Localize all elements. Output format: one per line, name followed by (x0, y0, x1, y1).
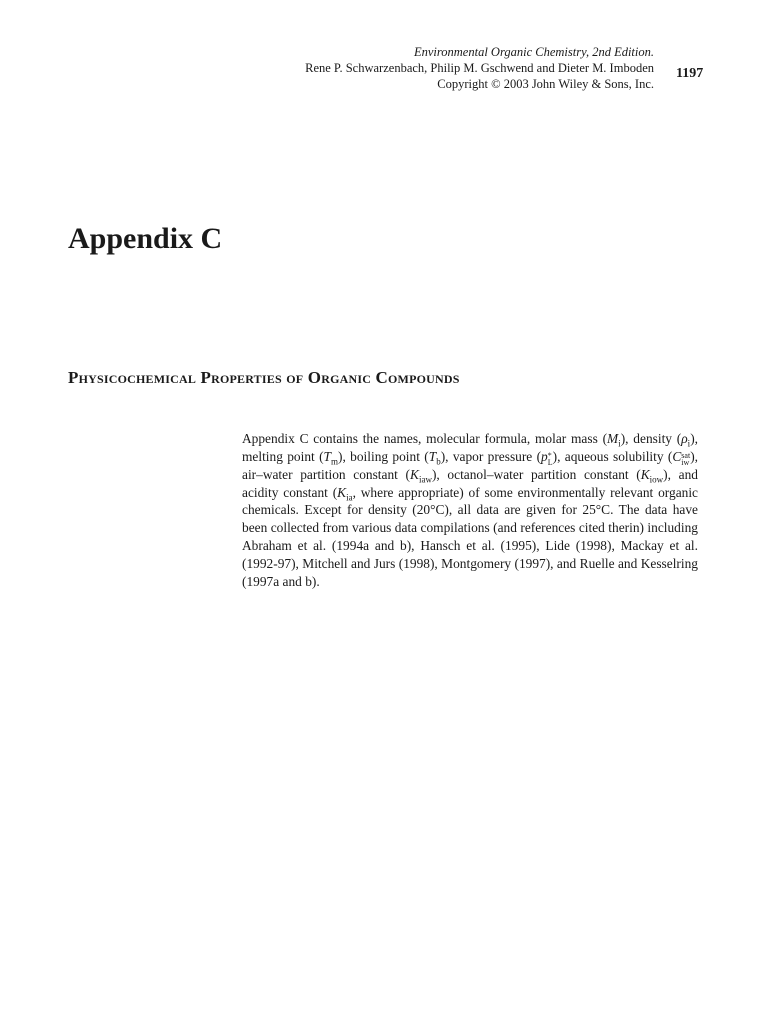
copyright-line: Copyright © 2003 John Wiley & Sons, Inc. (437, 77, 654, 91)
page-number: 1197 (676, 66, 704, 81)
book-authors: Rene P. Schwarzenbach, Philip M. Gschwend and Dieter M. Imboden (305, 61, 654, 75)
symbol-boiling-point: T (428, 448, 437, 464)
symbol-density: ρ (681, 431, 688, 446)
symbol-acidity-constant: K (337, 484, 347, 500)
symbol-octanol-water-constant: K (640, 466, 650, 482)
book-title: Environmental Organic Chemistry, 2nd Edition. (413, 45, 654, 59)
symbol-air-water-constant: K (410, 466, 419, 482)
body-paragraph: Appendix C contains the names, molecular formula, molar mass $(M_i)$, density $(\rho_i)$, melting point $(T_m)$, boiling point $(T_b)$, vapor pressure (p * L ), aqueous solubility (C sat iw ), air–water partition constant $(K_{iaw})$, octanol–water partition constant $(K_{iow})$, and acidity constant ($K_{ia}$, where appropriate) of some environmentally relevant organic chemicals. Except for density (20°C), all data are given for 25°C. The data have been collected from various data compilations (and references cited therin) including Abraham et al. (1994a and b), Hansch et al. (1995), Lide (1998), Mackay et al. (1992-97), Mitchell and Jurs (1998), Montgomery (1997), and Ruelle and Kesselring (1997a and b). (242, 431, 698, 589)
chapter-title: Appendix C (68, 222, 223, 255)
symbol-molar-mass: M (607, 431, 619, 446)
symbol-melting-point: T (323, 448, 331, 464)
section-title: Physicochemical Properties of Organic Compounds (68, 368, 460, 387)
symbol-vapor-pressure: p (541, 448, 548, 464)
symbol-solubility: C (672, 448, 682, 464)
running-header (234, 44, 654, 92)
